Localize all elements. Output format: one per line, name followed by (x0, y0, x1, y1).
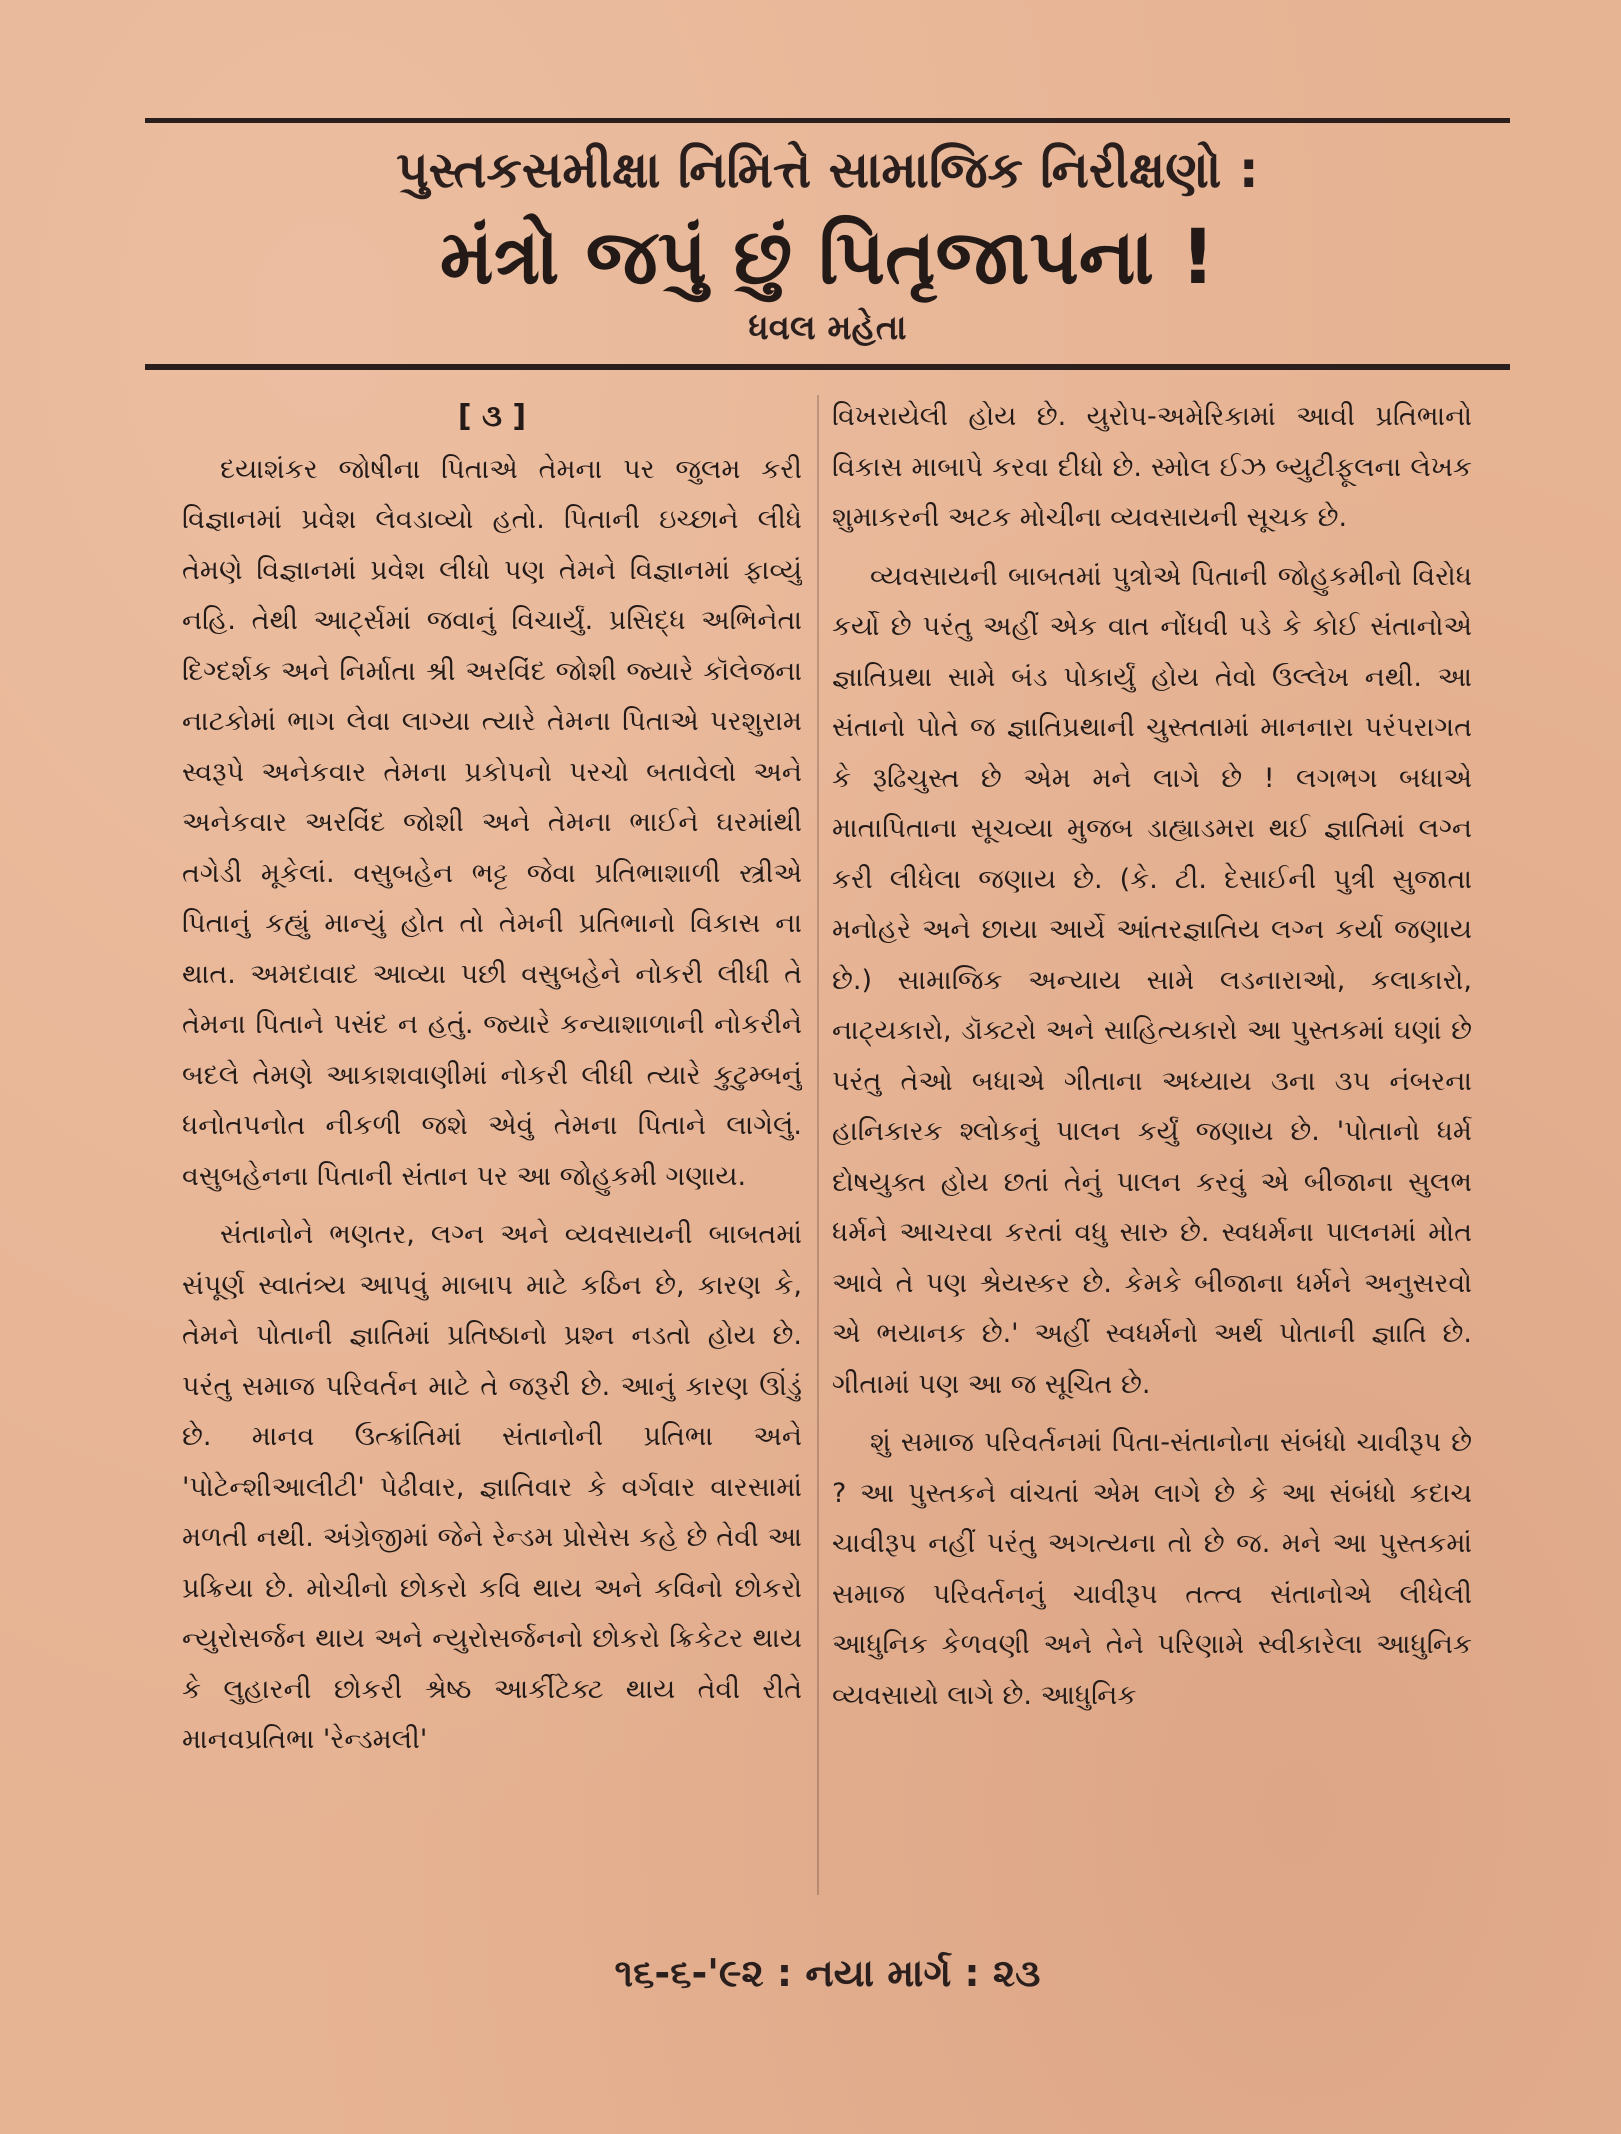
paragraph: શું સમાજ પરિવર્તનમાં પિતા-સંતાનોના સંબંધો ચાવીરૂપ છે ? આ પુસ્તકને વાંચતાં એમ લાગે છે કે આ સંબંધો કદાચ ચાવીરૂપ નહીં પરંતુ અગત્યના તો છે જ. મને આ પુસ્તકમાં સમાજ પરિવર્તનનું ચાવીરૂપ તત્ત્વ સંતાનોએ લીધેલી આધુનિક કેળવણી અને તેને પરિણામે સ્વીકારેલા આધુનિક વ્યવસાયો લાગે છે. આધુનિક (832, 1427, 1472, 1711)
section-marker: [ ૩ ] (457, 399, 527, 434)
paragraph: સંતાનોને ભણતર, લગ્ન અને વ્યવસાયની બાબતમાં સંપૂર્ણ સ્વાતંત્ર્ય આપવું માબાપ માટે કઠિન છે, કારણ કે, તેમને પોતાની જ્ઞાતિમાં પ્રતિષ્ઠાનો પ્રશ્ન નડતો હોય છે. પરંતુ સમાજ પરિવર્તન માટે તે જરૂરી છે. આનું કારણ ઊંડું છે. માનવ ઉત્ક્રાંતિમાં સંતાનોની પ્રતિભા અને 'પોટેન્શીઆલીટી' પેઢીવાર, જ્ઞાતિવાર કે વર્ગવાર વારસામાં મળતી નથી. અંગ્રેજીમાં જેને રેન્ડમ પ્રોસેસ કહે છે તેવી આ પ્રક્રિયા છે. મોચીનો છોકરો કવિ થાય અને કવિનો છોકરો ન્યુરોસર્જન થાય અને ન્યુરોસર્જનનો છોકરો ક્રિકેટર થાય કે લુહારની છોકરી શ્રેષ્ઠ આર્કીટેક્ટ થાય તેવી રીતે માનવપ્રતિભા 'રેન્ડમલી' (182, 1219, 802, 1755)
author-byline: ધવલ મહેતા (748, 308, 907, 348)
paragraph: દયાશંકર જોષીના પિતાએ તેમના પર જુલમ કરી વિજ્ઞાનમાં પ્રવેશ લેવડાવ્યો હતો. પિતાની ઇચ્છાને લીધે તેમણે વિજ્ઞાનમાં પ્રવેશ લીધો પણ તેમને વિજ્ઞાનમાં ફાવ્યું નહિ. તેથી આર્ટ્સમાં જવાનું વિચાર્યું. પ્રસિદ્ધ અભિનેતા દિગ્દર્શક અને નિર્માતા શ્રી અરવિંદ જોશી જ્યારે કૉલેજના નાટકોમાં ભાગ લેવા લાગ્યા ત્યારે તેમના પિતાએ પરશુરામ સ્વરૂપે અનેકવાર તેમના પ્રકોપનો પરચો બતાવેલો અને અનેકવાર અરવિંદ જોશી અને તેમના ભાઈને ઘરમાંથી તગેડી મૂકેલાં. વસુબહેન ભટ્ટ જેવા પ્રતિભાશાળી સ્ત્રીએ પિતાનું કહ્યું માન્યું હોત તો તેમની પ્રતિભાનો વિકાસ ના થાત. અમદાવાદ આવ્યા પછી વસુબહેને નોકરી લીધી તે તેમના પિતાને પસંદ ન હતું. જ્યારે કન્યાશાળાની નોકરીને બદલે તેમણે આકાશવાણીમાં નોકરી લીધી ત્યારે કુટુમ્બનું ધનોતપનોત નીકળી જશે એવું તેમના પિતાને લાગેલું. વસુબહેનના પિતાની સંતાન પર આ જોહુકમી ગણાય. (182, 453, 802, 1192)
paragraph: વ્યવસાયની બાબતમાં પુત્રોએ પિતાની જોહુકમીનો વિરોધ કર્યો છે પરંતુ અહીં એક વાત નોંધવી પડે કે કોઈ સંતાનોએ જ્ઞાતિપ્રથા સામે બંડ પોકાર્યું હોય તેવો ઉલ્લેખ નથી. આ સંતાનો પોતે જ જ્ઞાતિપ્રથાની ચુસ્તતામાં માનનારા પરંપરાગત કે રૂઢિચુસ્ત છે એમ મને લાગે છે ! લગભગ બધાએ માતાપિતાના સૂચવ્યા મુજબ ડાહ્યાડમરા થઈ જ્ઞાતિમાં લગ્ન કરી લીધેલા જણાય છે. (કે. ટી. દેસાઈની પુત્રી સુજાતા મનોહરે અને છાયા આર્યે આંતરજ્ઞાતિય લગ્ન કર્યા જણાય છે.) સામાજિક અન્યાય સામે લડનારાઓ, કલાકારો, નાટ્યકારો, ડૉક્ટરો અને સાહિત્યકારો આ પુસ્તકમાં ઘણાં છે પરંતુ તેઓ બધાએ ગીતાના અધ્યાય ૩ના ૩૫ નંબરના હાનિકારક શ્લોકનું પાલન કર્યું જણાય છે. 'પોતાનો ધર્મ દોષયુક્ત હોય છતાં તેનું પાલન કરવું એ બીજાના સુલભ ધર્મને આચરવા કરતાં વધુ સારુ છે. સ્વધર્મના પાલનમાં મોત આવે તે પણ શ્રેયસ્કર છે. કેમકે બીજાના ધર્મને અનુસરવો એ ભયાનક છે.' અહીં સ્વધર્મનો અર્થ પોતાની જ્ઞાતિ છે. ગીતામાં પણ આ જ સૂચિત છે. (832, 560, 1472, 1400)
paragraph: વિખરાયેલી હોય છે. યુરોપ-અમેરિકામાં આવી પ્રતિભાનો વિકાસ માબાપે કરવા દીધો છે. સ્મોલ ઈઝ બ્યુટીફૂલના લેખક શુમાકરની અટક મોચીના વ્યવસાયની સૂચક છે. (832, 401, 1472, 533)
left-column (182, 392, 802, 1902)
page-footer: ૧૬-૬-'૯૨ : નયા માર્ગ : ૨૩ (614, 1951, 1041, 1995)
right-column (832, 392, 1472, 1902)
column-divider (817, 395, 819, 1895)
top-rule (145, 118, 1510, 123)
article-title: મંત્રો જપું છું પિતૃજાપના ! (439, 212, 1216, 301)
header-bottom-rule (145, 364, 1510, 370)
article-kicker: પુસ્તકસમીક્ષા નિમિત્તે સામાજિક નિરીક્ષણો : (396, 141, 1259, 199)
